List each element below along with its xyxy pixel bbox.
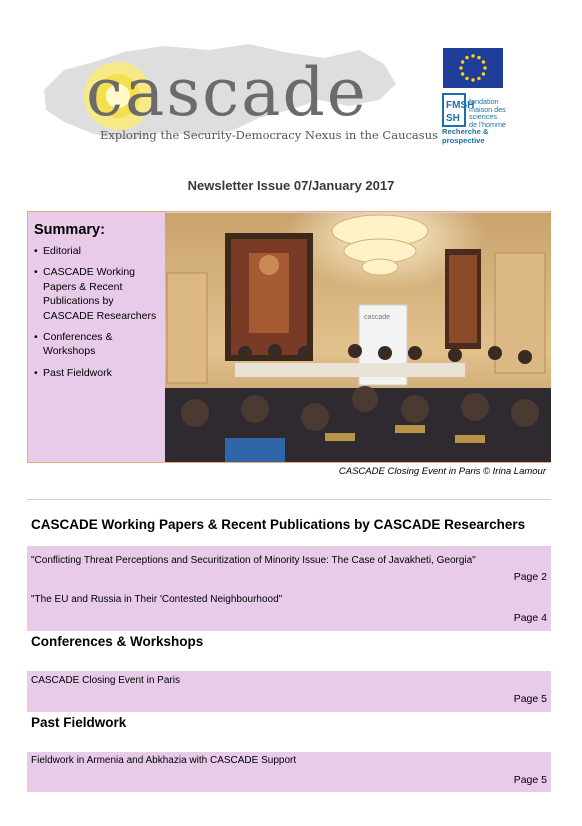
item-page[interactable]: Page 5	[513, 774, 547, 786]
svg-text:cascade: cascade	[364, 314, 391, 321]
section-title-working-papers: CASCADE Working Papers & Recent Publications by CASCADE Researchers	[31, 517, 526, 532]
section-title-fieldwork: Past Fieldwork	[31, 715, 127, 730]
cascade-logo-wordmark: cascade	[86, 54, 368, 131]
item-title[interactable]: CASCADE Closing Event in Paris	[31, 675, 180, 686]
summary-item-editorial[interactable]: • Editorial	[34, 244, 160, 258]
summary-item-working-papers[interactable]: • CASCADE Working Papers & Recent Publications by CASCADE Researchers	[34, 265, 160, 323]
issue-title: Newsletter Issue 07/January 2017	[187, 178, 395, 193]
svg-text:SH: SH	[446, 113, 460, 124]
fmsh-tagline: Recherche & prospective	[442, 127, 489, 145]
summary-item-fieldwork[interactable]: • Past Fieldwork	[34, 366, 160, 380]
item-title[interactable]: "The EU and Russia in Their 'Contested Neighbourhood"	[31, 594, 283, 605]
summary-column	[34, 222, 160, 387]
newsletter-header	[0, 0, 582, 160]
photo-caption: CASCADE Closing Event in Paris © Irina Lamour	[338, 466, 546, 477]
section-title-conferences: Conferences & Workshops	[31, 634, 204, 649]
fieldwork-band	[27, 752, 551, 792]
eu-flag-icon	[443, 48, 503, 88]
logo-subtitle: Exploring the Security-Democracy Nexus in the Caucasus	[100, 128, 438, 142]
item-title[interactable]: "Conflicting Threat Perceptions and Securitization of Minority Issue: The Case of Javakheti, Georgia"	[31, 555, 476, 566]
conferences-band	[27, 671, 551, 712]
item-title[interactable]: Fieldwork in Armenia and Abkhazia with CASCADE Support	[31, 755, 297, 766]
fmsh-foundation-name: fondation maison des sciences de l'homme	[469, 97, 506, 129]
summary-box	[27, 211, 551, 463]
closing-event-photo	[165, 213, 551, 462]
summary-item-conferences[interactable]: • Conferences & Workshops	[34, 330, 160, 359]
working-papers-band	[27, 546, 551, 631]
fmsh-logo-icon	[442, 93, 475, 127]
item-page[interactable]: Page 4	[513, 612, 547, 624]
item-page[interactable]: Page 5	[513, 693, 547, 705]
item-page[interactable]: Page 2	[513, 571, 547, 583]
section-divider	[27, 499, 551, 500]
svg-text:FMSH: FMSH	[446, 100, 475, 111]
summary-list	[34, 244, 160, 380]
summary-heading: Summary:	[34, 222, 105, 238]
